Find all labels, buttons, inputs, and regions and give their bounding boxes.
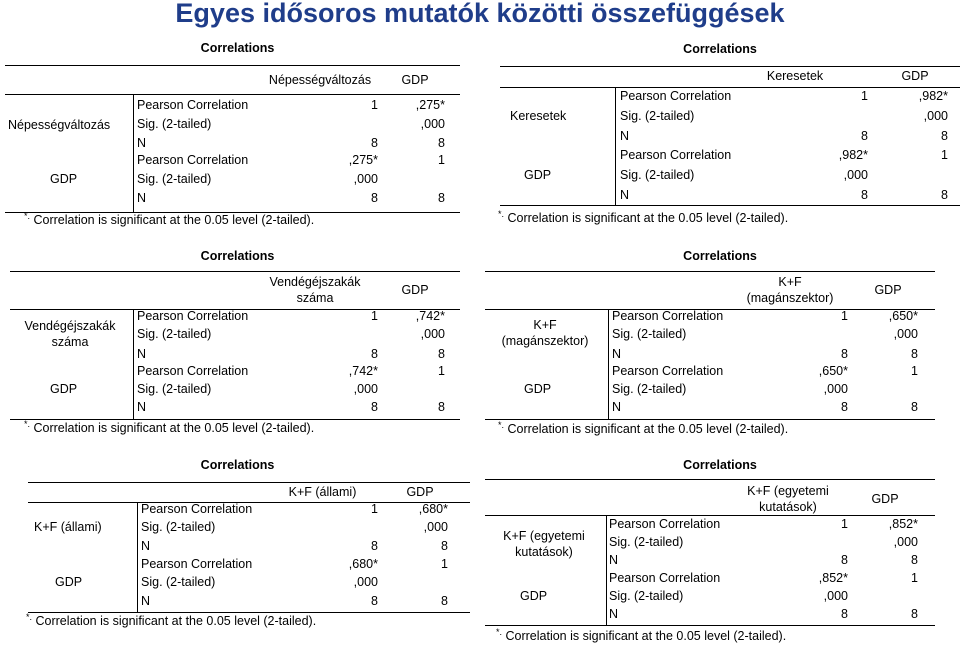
col-header-gdp: GDP xyxy=(901,69,929,83)
value-r: ,852* xyxy=(888,517,918,531)
value-sig: ,000 xyxy=(893,535,918,549)
stat-label-n: N xyxy=(620,129,630,143)
stat-label-sig: Sig. (2-tailed) xyxy=(609,589,684,603)
stat-label-pearson: Pearson Correlation xyxy=(137,153,249,167)
slide-title: Egyes idősoros mutatók közötti összefüggések xyxy=(175,0,785,28)
value-sig: ,000 xyxy=(420,327,445,341)
stat-label-pearson: Pearson Correlation xyxy=(137,98,249,112)
stat-label-sig: Sig. (2-tailed) xyxy=(137,327,212,341)
value-n: 8 xyxy=(371,539,378,553)
value-r: ,982* xyxy=(918,89,948,103)
value-n: 8 xyxy=(438,400,445,414)
panel-title: Correlations xyxy=(200,249,275,263)
value-n: 8 xyxy=(841,607,848,621)
value-n: 8 xyxy=(441,539,448,553)
stat-label-pearson: Pearson Correlation xyxy=(620,89,732,103)
col-header-gdp: GDP xyxy=(406,485,434,499)
correlation-panel-vendegejszakak xyxy=(0,243,475,438)
value-r-self: 1 xyxy=(911,571,918,585)
value-r: ,275* xyxy=(415,98,445,112)
value-n: 8 xyxy=(371,191,378,205)
panel-title: Correlations xyxy=(683,42,757,56)
correlation-panel-nepessegvaltozas xyxy=(0,38,475,228)
stat-label-pearson: Pearson Correlation xyxy=(612,364,724,378)
value-n: 8 xyxy=(371,136,378,150)
stat-label-n: N xyxy=(137,191,147,205)
col-header-var1-line1: K+F xyxy=(778,275,802,289)
value-n: 8 xyxy=(841,400,848,414)
stat-label-n: N xyxy=(620,188,630,202)
stat-label-n: N xyxy=(612,347,622,361)
col-header-var1-line1: Vendégéjszakák xyxy=(269,275,361,289)
value-n: 8 xyxy=(438,191,445,205)
row-header-var1-line2: száma xyxy=(51,335,89,349)
value-n: 8 xyxy=(371,400,378,414)
value-r: ,650* xyxy=(818,364,848,378)
stat-label-pearson: Pearson Correlation xyxy=(137,364,249,378)
value-n: 8 xyxy=(841,347,848,361)
stat-label-n: N xyxy=(141,539,151,553)
stat-label-pearson: Pearson Correlation xyxy=(609,571,721,585)
footnote: *. Correlation is significant at the 0.05 level (2-tailed). xyxy=(24,211,315,228)
stat-label-sig: Sig. (2-tailed) xyxy=(137,172,212,186)
value-n: 8 xyxy=(941,129,948,143)
row-header-var1-line1: K+F xyxy=(533,318,557,332)
col-header-var1-line1: K+F (egyetemi xyxy=(747,484,829,498)
value-sig: ,000 xyxy=(353,172,378,186)
value-r: ,275* xyxy=(348,153,378,167)
value-r: ,680* xyxy=(348,557,378,571)
stat-label-sig: Sig. (2-tailed) xyxy=(137,382,212,396)
stat-label-n: N xyxy=(137,136,147,150)
stat-label-pearson: Pearson Correlation xyxy=(620,148,732,162)
value-r-self: 1 xyxy=(438,153,445,167)
col-header-var1-line2: kutatások) xyxy=(759,500,817,514)
stat-label-pearson: Pearson Correlation xyxy=(141,557,253,571)
value-r-self: 1 xyxy=(841,309,848,323)
value-n: 8 xyxy=(911,607,918,621)
footnote: *. Correlation is significant at the 0.05 level (2-tailed). xyxy=(498,209,789,226)
correlation-panel-kf-allami xyxy=(0,452,475,642)
value-sig: ,000 xyxy=(823,382,848,396)
value-n: 8 xyxy=(371,347,378,361)
panel-title: Correlations xyxy=(683,249,757,263)
row-header-var1: Keresetek xyxy=(510,109,567,123)
correlation-panel-keresetek xyxy=(480,38,960,228)
stat-label-sig: Sig. (2-tailed) xyxy=(141,575,216,589)
row-header-gdp: GDP xyxy=(520,589,548,603)
col-header-gdp: GDP xyxy=(871,492,899,506)
value-r-self: 1 xyxy=(861,89,868,103)
value-r: ,852* xyxy=(818,571,848,585)
value-n: 8 xyxy=(861,188,868,202)
value-n: 8 xyxy=(438,347,445,361)
value-r-self: 1 xyxy=(371,309,378,323)
value-n: 8 xyxy=(438,136,445,150)
row-header-var1-line1: K+F (egyetemi xyxy=(503,529,585,543)
footnote: *. Correlation is significant at the 0.05 level (2-tailed). xyxy=(26,612,317,629)
value-n: 8 xyxy=(911,553,918,567)
value-r-self: 1 xyxy=(438,364,445,378)
value-r-self: 1 xyxy=(371,502,378,516)
value-r-self: 1 xyxy=(911,364,918,378)
value-sig: ,000 xyxy=(423,520,448,534)
footnote: *. Correlation is significant at the 0.05 level (2-tailed). xyxy=(24,419,315,436)
value-sig: ,000 xyxy=(420,117,445,131)
value-r-self: 1 xyxy=(441,557,448,571)
value-n: 8 xyxy=(841,553,848,567)
row-header-var1: K+F (állami) xyxy=(34,520,102,534)
stat-label-n: N xyxy=(609,607,619,621)
correlation-panel-kf-maganszektor xyxy=(480,243,960,438)
col-header-var1: Népességváltozás xyxy=(268,73,372,87)
stat-label-sig: Sig. (2-tailed) xyxy=(620,109,695,123)
panel-title: Correlations xyxy=(200,41,275,55)
col-header-gdp: GDP xyxy=(874,283,902,297)
row-header-gdp: GDP xyxy=(50,382,78,396)
stat-label-sig: Sig. (2-tailed) xyxy=(620,168,695,182)
col-header-gdp: GDP xyxy=(401,73,429,87)
col-header-var1: Keresetek xyxy=(766,69,824,83)
footnote: *. Correlation is significant at the 0.05 level (2-tailed). xyxy=(496,627,787,644)
value-sig: ,000 xyxy=(893,327,918,341)
stat-label-n: N xyxy=(141,594,151,608)
value-r: ,982* xyxy=(838,148,868,162)
value-r: ,742* xyxy=(415,309,445,323)
value-r: ,650* xyxy=(888,309,918,323)
stat-label-sig: Sig. (2-tailed) xyxy=(612,327,687,341)
value-sig: ,000 xyxy=(353,575,378,589)
col-header-var1: K+F (állami) xyxy=(288,485,357,499)
value-n: 8 xyxy=(371,594,378,608)
row-header-gdp: GDP xyxy=(55,575,83,589)
value-n: 8 xyxy=(911,400,918,414)
stat-label-n: N xyxy=(612,400,622,414)
stat-label-sig: Sig. (2-tailed) xyxy=(137,117,212,131)
row-header-var1: Népességváltozás xyxy=(8,118,111,132)
stat-label-sig: Sig. (2-tailed) xyxy=(609,535,684,549)
value-sig: ,000 xyxy=(823,589,848,603)
correlation-panel-kf-egyetemi xyxy=(480,452,960,646)
value-r-self: 1 xyxy=(371,98,378,112)
stat-label-sig: Sig. (2-tailed) xyxy=(612,382,687,396)
value-n: 8 xyxy=(861,129,868,143)
row-header-gdp: GDP xyxy=(50,172,78,186)
value-r: ,680* xyxy=(418,502,448,516)
stat-label-pearson: Pearson Correlation xyxy=(612,309,724,323)
value-sig: ,000 xyxy=(843,168,868,182)
row-header-gdp: GDP xyxy=(524,168,552,182)
col-header-gdp: GDP xyxy=(401,283,429,297)
stat-label-n: N xyxy=(609,553,619,567)
value-n: 8 xyxy=(911,347,918,361)
stat-label-n: N xyxy=(137,400,147,414)
value-n: 8 xyxy=(941,188,948,202)
row-header-var1-line2: (magánszektor) xyxy=(501,334,589,348)
panel-title: Correlations xyxy=(200,458,275,472)
row-header-var1-line1: Vendégéjszakák xyxy=(24,319,116,333)
panel-title: Correlations xyxy=(683,458,757,472)
value-r: ,742* xyxy=(348,364,378,378)
value-sig: ,000 xyxy=(353,382,378,396)
footnote: *. Correlation is significant at the 0.05 level (2-tailed). xyxy=(498,420,789,437)
col-header-var1-line2: száma xyxy=(296,291,334,305)
stat-label-pearson: Pearson Correlation xyxy=(141,502,253,516)
stat-label-pearson: Pearson Correlation xyxy=(137,309,249,323)
value-r-self: 1 xyxy=(841,517,848,531)
value-r-self: 1 xyxy=(941,148,948,162)
row-header-var1-line2: kutatások) xyxy=(515,545,573,559)
stat-label-sig: Sig. (2-tailed) xyxy=(141,520,216,534)
value-n: 8 xyxy=(441,594,448,608)
col-header-var1-line2: (magánszektor) xyxy=(746,291,834,305)
stat-label-pearson: Pearson Correlation xyxy=(609,517,721,531)
row-header-gdp: GDP xyxy=(524,382,552,396)
value-sig: ,000 xyxy=(923,109,948,123)
stat-label-n: N xyxy=(137,347,147,361)
